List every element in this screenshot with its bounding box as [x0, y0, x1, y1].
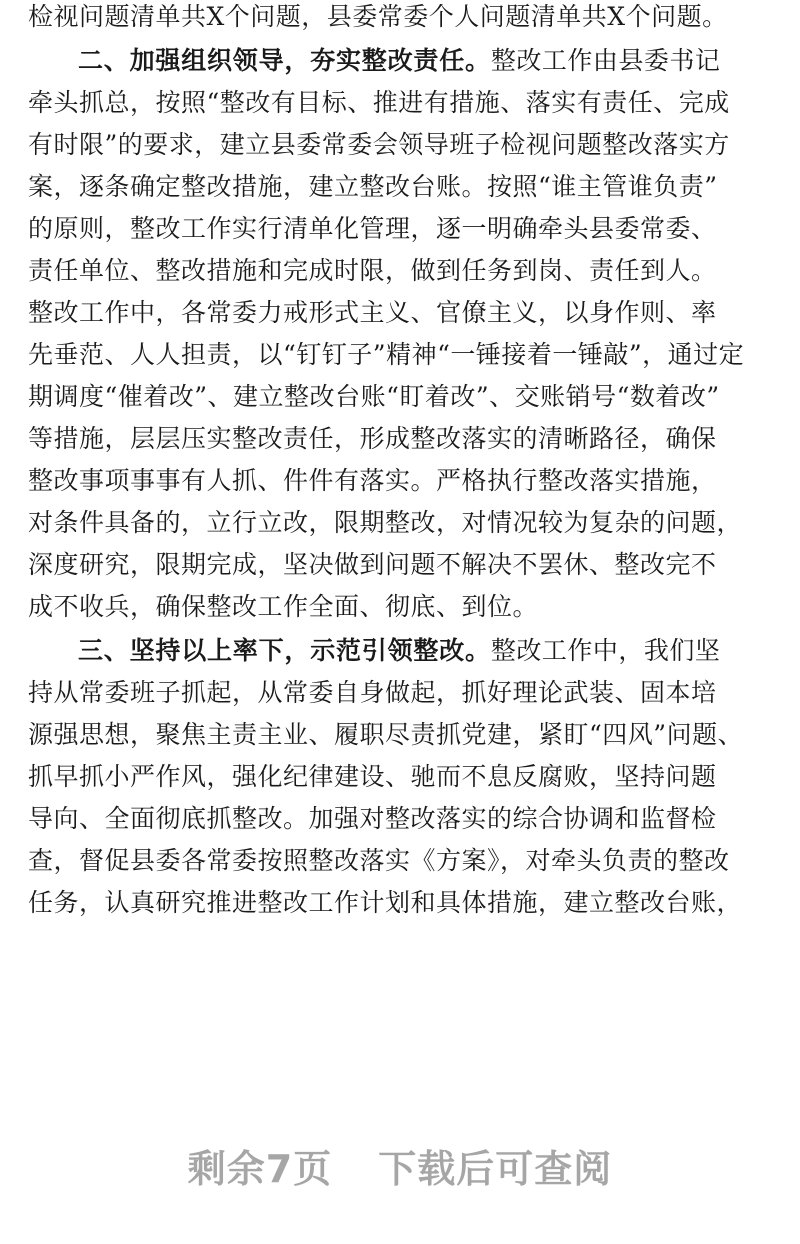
text-line: 的原则，整改工作实行清单化管理，逐一明确牵头县委常委、: [28, 214, 717, 243]
paragraph-line: [28, 40, 780, 82]
text-line: 整改工作中，各常委力戒形式主义、官僚主义，以身作则、率: [28, 298, 717, 327]
text-line: 查，督促县委各常委按照整改落实《方案》，对牵头负责的整改: [28, 846, 730, 875]
text-line: 责任单位、整改措施和完成时限，做到任务到岗、责任到人。: [28, 256, 717, 285]
text-line: 牵头抓总，按照“整改有目标、推进有措施、落实有责任、完成: [28, 88, 730, 117]
paragraph-line: [28, 630, 780, 672]
text-line: 深度研究，限期完成，坚决做到问题不解决不罢休、整改完不: [28, 550, 717, 579]
text-line: 成不收兵，确保整改工作全面、彻底、到位。: [28, 592, 539, 621]
remaining-pages-label: 剩余7页: [187, 1147, 333, 1191]
text-segment: 整改工作中，我们坚: [490, 636, 721, 665]
text-line: 先垂范、人人担责，以“钉钉子”精神“一锤接着一锤敲”，通过定: [28, 340, 745, 369]
text-line: 导向、全面彻底抓整改。加强对整改落实的综合协调和监督检: [28, 804, 717, 833]
text-line: 任务，认真研究推进整改工作计划和具体措施，建立整改台账，: [28, 888, 743, 917]
download-prompt-banner[interactable]: [0, 1138, 800, 1193]
text-line: 持从常委班子抓起，从常委自身做起，抓好理论武装、固本培: [28, 678, 717, 707]
section-heading-3: 三、坚持以上率下，示范引领整改。: [78, 636, 491, 665]
text-line: 期调度“催着改”、建立整改台账“盯着改”、交账销号“数着改”: [28, 382, 720, 411]
text-line: 等措施，层层压实整改责任，形成整改落实的清晰路径，确保: [28, 424, 717, 453]
text-line: 案，逐条确定整改措施，建立整改台账。按照“谁主管谁负责”: [28, 172, 718, 201]
text-line: 抓早抓小严作风，强化纪律建设、驰而不息反腐败，坚持问题: [28, 762, 717, 791]
text-line: 整改事项事事有人抓、件件有落实。严格执行整改落实措施，: [28, 466, 717, 495]
text-line: 对条件具备的，立行立改，限期整改，对情况较为复杂的问题，: [28, 508, 743, 537]
document-body: [28, 0, 780, 924]
section-heading-2: 二、加强组织领导，夯实整改责任。: [78, 46, 491, 75]
text-line: 检视问题清单共X个问题，县委常委个人问题清单共X个问题。: [28, 2, 728, 31]
download-to-view-label: 下载后可查阅: [378, 1147, 613, 1191]
text-segment: 整改工作由县委书记: [490, 46, 721, 75]
text-line: 有时限”的要求，建立县委常委会领导班子检视问题整改落实方: [28, 130, 730, 159]
text-line: 源强思想，聚焦主责主业、履职尽责抓党建，紧盯“四风”问题、: [28, 720, 744, 749]
